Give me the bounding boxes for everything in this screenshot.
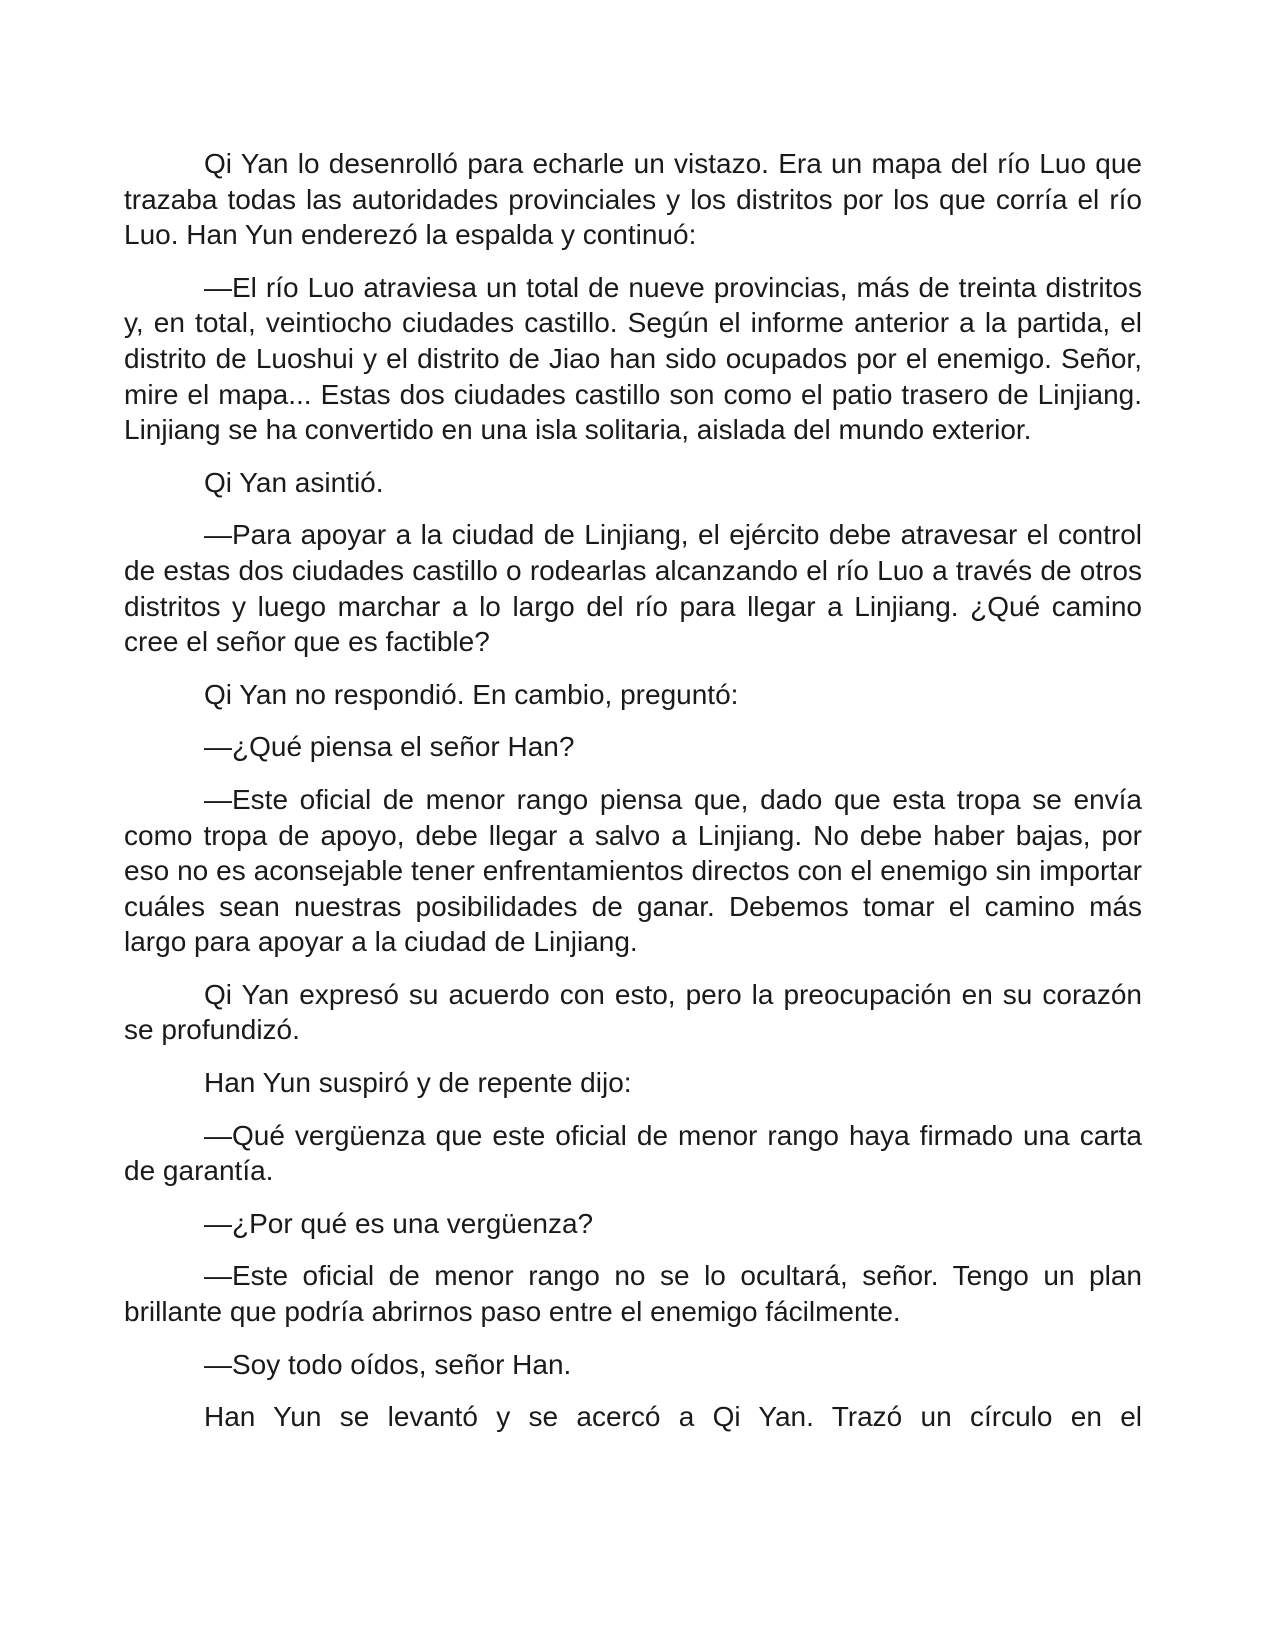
paragraph-13: —Soy todo oídos, señor Han.	[204, 1348, 572, 1380]
paragraph-5: Qi Yan no respondió. En cambio, preguntó:	[204, 678, 739, 710]
paragraph-6: —¿Qué piensa el señor Han?	[204, 731, 575, 763]
paragraph-8: Qi Yan expresó su acuerdo con esto, pero la preocupación en su corazón se profundizó.	[124, 978, 1142, 1046]
paragraph-10: —Qué vergüenza que este oficial de menor rango haya firmado una carta de garantía.	[124, 1119, 1142, 1187]
paragraph-12: —Este oficial de menor rango no se lo ocultará, señor. Tengo un plan brillante que podría abrirnos paso entre el enemigo fácilmente.	[124, 1260, 1142, 1328]
paragraph-9: Han Yun suspiró y de repente dijo:	[204, 1067, 632, 1099]
paragraph-4: —Para apoyar a la ciudad de Linjiang, el ejército debe atravesar el control de estas dos ciudades castillo o rodearlas alcanzando el río Luo a través de otros distritos y luego marchar a lo largo del río para llegar a Linjiang. ¿Qué camino cree el señor que es factible?	[124, 519, 1142, 658]
paragraph-11: —¿Por qué es una vergüenza?	[204, 1207, 594, 1239]
paragraph-14: Han Yun se levantó y se acercó a Qi Yan. Trazó un círculo en el	[204, 1401, 1142, 1433]
paragraph-1: Qi Yan lo desenrolló para echarle un vistazo. Era un mapa del río Luo que trazaba todas las autoridades provinciales y los distritos por los que corría el río Luo. Han Yun enderezó la espalda y continuó:	[124, 148, 1142, 251]
paragraph-7: —Este oficial de menor rango piensa que, dado que esta tropa se envía como tropa de apoyo, debe llegar a salvo a Linjiang. No debe haber bajas, por eso no es aconsejable tener enfrentamientos directos con el enemigo sin importar cuáles sean nuestras posibilidades de ganar. Debemos tomar el camino más largo para apoyar a la ciudad de Linjiang.	[124, 783, 1142, 958]
document-page	[124, 146, 1142, 1452]
paragraph-2: —El río Luo atraviesa un total de nueve provincias, más de treinta distritos y, en total, veintiocho ciudades castillo. Según el informe anterior a la partida, el distrito de Luoshui y el distrito de Jiao han sido ocupados por el enemigo. Señor, mire el mapa... Estas dos ciudades castillo son como el patio trasero de Linjiang. Linjiang se ha convertido en una isla solitaria, aislada del mundo exterior.	[124, 271, 1142, 446]
paragraph-3: Qi Yan asintió.	[204, 466, 384, 498]
